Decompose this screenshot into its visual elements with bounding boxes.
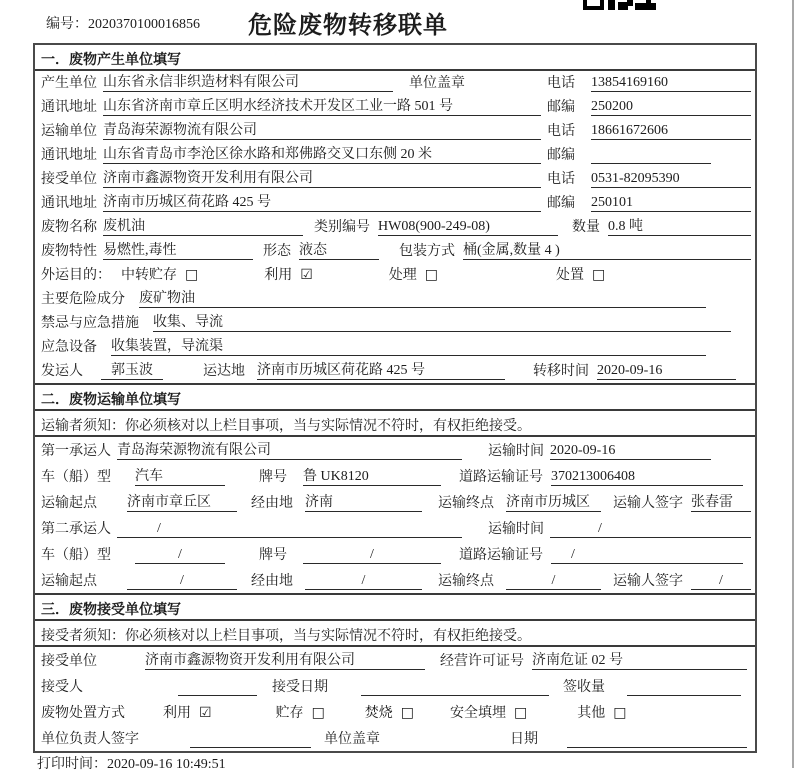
section2-header: 二．废物运输单位填写 bbox=[35, 383, 755, 411]
plate-label: 牌号 bbox=[259, 470, 287, 485]
checkbox-icon: □ bbox=[311, 705, 325, 721]
zip-label: 邮编 bbox=[547, 196, 575, 211]
plate-value: / bbox=[303, 547, 441, 564]
phone-value: 0531-82095390 bbox=[591, 171, 751, 188]
terminus-label: 运输终点 bbox=[438, 496, 494, 511]
accept-date-value bbox=[361, 679, 549, 696]
section3-header: 三．废物接受单位填写 bbox=[35, 593, 755, 621]
transporter-sign-label: 运输人签字 bbox=[613, 574, 683, 589]
checkbox-icon: □ bbox=[400, 705, 415, 721]
option-other: 其他 □ bbox=[577, 705, 627, 721]
field-value: 废机油 bbox=[103, 215, 303, 236]
seal-label: 单位盖章 bbox=[409, 76, 465, 91]
terminus-value: 济南市历城区 bbox=[506, 491, 601, 512]
date-label: 日期 bbox=[510, 732, 538, 747]
page-title: 危险废物转移联单 bbox=[248, 13, 448, 39]
zip-value bbox=[591, 147, 711, 164]
signed-quantity-label: 签收量 bbox=[563, 680, 605, 695]
row-accept-person bbox=[35, 673, 755, 699]
option-landfill: 安全填埋 □ bbox=[450, 705, 528, 721]
option-store: 贮存 □ bbox=[275, 705, 325, 721]
field-value: 收集装置，导流渠 bbox=[111, 335, 706, 356]
field-value: 青岛海荣源物流有限公司 bbox=[103, 119, 541, 140]
field-label: 禁忌与应急措施 bbox=[41, 316, 139, 331]
transfer-form-table bbox=[33, 43, 757, 753]
field-value: 山东省济南市章丘区明水经济技术开发区工业一路 501 号 bbox=[103, 95, 541, 116]
via-label: 经由地 bbox=[251, 574, 293, 589]
field-value: 废矿物油 bbox=[139, 287, 706, 308]
field-value: 青岛海荣源物流有限公司 bbox=[117, 439, 462, 460]
section1-header: 一．废物产生单位填写 bbox=[35, 45, 755, 71]
accept-person-value bbox=[178, 679, 257, 696]
field-label: 车（船）型 bbox=[41, 470, 111, 485]
date-value bbox=[567, 731, 747, 748]
row-transfer-purpose bbox=[35, 263, 755, 287]
print-time-value: 2020-09-16 10:49:51 bbox=[107, 757, 226, 772]
receiver-notice: 接受者须知：你必须核对以上栏目事项，当与实际情况不符时，有权拒绝接受。 bbox=[35, 621, 755, 647]
field-label: 外运目的： bbox=[41, 268, 111, 283]
zip-label: 邮编 bbox=[547, 100, 575, 115]
via-label: 经由地 bbox=[251, 496, 293, 511]
checkbox-checked-icon: ☑ bbox=[300, 267, 313, 283]
plate-label: 牌号 bbox=[259, 548, 287, 563]
field-value: 山东省永信非织造材料有限公司 bbox=[103, 71, 393, 92]
transporter-sign-value: 张春雷 bbox=[691, 491, 751, 512]
option-utilize: 利用 ☑ bbox=[264, 267, 313, 283]
field-label: 第二承运人 bbox=[41, 522, 111, 537]
field-label: 通讯地址 bbox=[41, 100, 97, 115]
zip-value: 250101 bbox=[591, 195, 751, 212]
checkbox-icon: □ bbox=[613, 705, 627, 721]
row-first-carrier bbox=[35, 437, 755, 463]
field-label: 废物特性 bbox=[41, 244, 97, 259]
option-transit-storage: 中转贮存 □ bbox=[121, 267, 199, 283]
qr-code-icon bbox=[583, 0, 656, 10]
transporter-notice: 运输者须知：你必须核对以上栏目事项，当与实际情况不符时，有权拒绝接受。 bbox=[35, 411, 755, 437]
option-utilize: 利用 ☑ bbox=[163, 705, 212, 721]
form-label: 形态 bbox=[263, 244, 291, 259]
quantity-label: 数量 bbox=[572, 220, 600, 235]
terminus-label: 运输终点 bbox=[438, 574, 494, 589]
road-cert-label: 道路运输证号 bbox=[459, 470, 543, 485]
via-value: 济南 bbox=[305, 491, 422, 512]
field-label: 运输单位 bbox=[41, 124, 97, 139]
print-time bbox=[37, 753, 226, 773]
row-receiver-address bbox=[35, 191, 755, 215]
row-responsible-signature bbox=[35, 725, 755, 751]
transporter-sign-label: 运输人签字 bbox=[613, 496, 683, 511]
field-label: 应急设备 bbox=[41, 340, 97, 355]
checkbox-icon: □ bbox=[424, 267, 439, 283]
checkbox-icon: □ bbox=[514, 705, 528, 721]
field-label: 废物处置方式 bbox=[41, 706, 125, 721]
plate-value: 鲁 UK8120 bbox=[303, 465, 441, 486]
field-value: 济南市鑫源物资开发利用有限公司 bbox=[145, 649, 425, 670]
transport-time-value: / bbox=[550, 521, 751, 538]
accept-date-label: 接受日期 bbox=[272, 680, 328, 695]
row-disposal-method bbox=[35, 699, 755, 725]
road-cert-value: 370213006408 bbox=[551, 469, 743, 486]
row-produce-unit bbox=[35, 71, 755, 95]
field-value: 济南市历城区荷花路 425 号 bbox=[103, 191, 541, 212]
category-value: HW08(900-249-08) bbox=[378, 219, 558, 236]
checkbox-checked-icon: ☑ bbox=[199, 705, 212, 721]
transport-time-label: 运输时间 bbox=[488, 444, 544, 459]
license-label: 经营许可证号 bbox=[440, 654, 524, 669]
field-label: 接受单位 bbox=[41, 172, 97, 187]
signed-quantity-value bbox=[627, 679, 741, 696]
field-label: 运输起点 bbox=[41, 496, 97, 511]
document-number-label: 编号： bbox=[46, 17, 88, 32]
phone-label: 电话 bbox=[547, 76, 575, 91]
responsible-sign-value bbox=[190, 731, 311, 748]
row-vehicle-2 bbox=[35, 541, 755, 567]
row-emergency-equipment bbox=[35, 335, 755, 359]
field-label: 发运人 bbox=[41, 364, 83, 379]
print-time-label: 打印时间： bbox=[37, 757, 107, 772]
transport-time-label: 运输时间 bbox=[488, 522, 544, 537]
road-cert-label: 道路运输证号 bbox=[459, 548, 543, 563]
road-cert-value: / bbox=[551, 547, 743, 564]
terminus-value: / bbox=[506, 573, 601, 590]
row-transporter-address bbox=[35, 143, 755, 167]
field-label: 车（船）型 bbox=[41, 548, 111, 563]
quantity-value: 0.8 吨 bbox=[608, 215, 751, 236]
origin-value: 济南市章丘区 bbox=[127, 491, 237, 512]
row-second-carrier bbox=[35, 515, 755, 541]
transporter-sign-value: / bbox=[691, 573, 751, 590]
row-waste-property bbox=[35, 239, 755, 263]
category-label: 类别编号 bbox=[314, 220, 370, 235]
phone-value: 18661672606 bbox=[591, 123, 751, 140]
zip-label: 邮编 bbox=[547, 148, 575, 163]
license-value: 济南危证 02 号 bbox=[532, 649, 747, 670]
transfer-time-value: 2020-09-16 bbox=[597, 363, 736, 380]
form-value: 液态 bbox=[299, 239, 379, 260]
option-incinerate: 焚烧 □ bbox=[364, 705, 415, 721]
transfer-time-label: 转移时间 bbox=[533, 364, 589, 379]
packing-value: 桶(金属,数量 4 ) bbox=[463, 239, 751, 260]
row-waste-name bbox=[35, 215, 755, 239]
via-value: / bbox=[305, 573, 422, 590]
field-label: 废物名称 bbox=[41, 220, 97, 235]
vehicle-type-value: 汽车 bbox=[135, 465, 225, 486]
row-accept-unit bbox=[35, 647, 755, 673]
field-value: / bbox=[117, 521, 462, 538]
row-sender bbox=[35, 359, 755, 383]
field-value: 收集、导流 bbox=[153, 311, 731, 332]
row-receive-unit bbox=[35, 167, 755, 191]
origin-value: / bbox=[127, 573, 237, 590]
field-label: 运输起点 bbox=[41, 574, 97, 589]
zip-value: 250200 bbox=[591, 99, 751, 116]
field-value: 济南市鑫源物资开发利用有限公司 bbox=[103, 167, 541, 188]
window-edge bbox=[792, 0, 794, 768]
field-label: 单位负责人签字 bbox=[41, 732, 139, 747]
checkbox-icon: □ bbox=[185, 267, 199, 283]
row-transport-unit bbox=[35, 119, 755, 143]
field-label: 接受单位 bbox=[41, 654, 97, 669]
field-label: 通讯地址 bbox=[41, 148, 97, 163]
field-label: 产生单位 bbox=[41, 76, 97, 91]
vehicle-type-value: / bbox=[135, 547, 225, 564]
destination-value: 济南市历城区荷花路 425 号 bbox=[257, 359, 505, 380]
packing-label: 包装方式 bbox=[399, 244, 455, 259]
row-route-2 bbox=[35, 567, 755, 593]
transport-time-value: 2020-09-16 bbox=[550, 443, 711, 460]
phone-label: 电话 bbox=[547, 172, 575, 187]
option-dispose: 处置 □ bbox=[556, 267, 606, 283]
document-number-value: 2020370100016856 bbox=[88, 17, 200, 32]
destination-label: 运达地 bbox=[203, 364, 245, 379]
row-route-1 bbox=[35, 489, 755, 515]
row-taboo-measures bbox=[35, 311, 755, 335]
field-label: 主要危险成分 bbox=[41, 292, 125, 307]
field-label: 通讯地址 bbox=[41, 196, 97, 211]
field-label: 第一承运人 bbox=[41, 444, 111, 459]
field-label: 接受人 bbox=[41, 680, 83, 695]
option-treat: 处理 □ bbox=[388, 267, 439, 283]
row-producer-address bbox=[35, 95, 755, 119]
sender-value: 郭玉波 bbox=[101, 359, 163, 380]
field-value: 山东省青岛市李沧区徐水路和郑佛路交叉口东侧 20 米 bbox=[103, 143, 541, 164]
row-main-hazard bbox=[35, 287, 755, 311]
checkbox-icon: □ bbox=[592, 267, 606, 283]
field-value: 易燃性,毒性 bbox=[103, 239, 253, 260]
row-vehicle-1 bbox=[35, 463, 755, 489]
unit-seal-label: 单位盖章 bbox=[324, 732, 380, 747]
phone-value: 13854169160 bbox=[591, 75, 751, 92]
phone-label: 电话 bbox=[547, 124, 575, 139]
